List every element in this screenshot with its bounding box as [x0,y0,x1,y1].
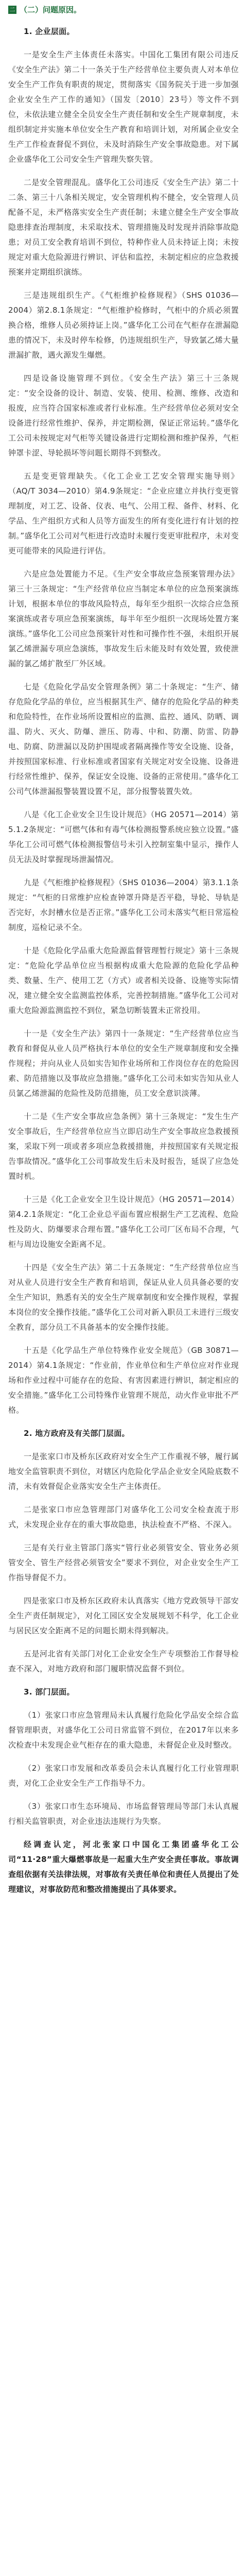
paragraph: 十一是《安全生产法》第四十一条规定：“生产经营单位应当教育和督促从业人员严格执行本单位的安全生产规章制度和安全操作规程；并向从业人员如实告知作业场所和工作岗位存在的危险因素、防范措施以及事故应急措施。”盛华化工公司未如实告知从业人员氯乙烯泄漏的危险性及防范措施，员工安全意识淡薄。 [8,1029,239,1098]
paragraph: 十四是《安全生产法》第二十五条规定：“生产经营单位应当对从业人员进行安全生产教育和培训，保证从业人员具备必要的安全生产知识，熟悉有关的安全生产规章制度和安全操作规程，掌握本岗位的安全操作技能。”盛华化工公司对新入职员工未进行三级安全教育，部分员工不具备基本的安全操作技能。 [8,1263,239,1332]
paragraph: 七是《危险化学品安全管理条例》第二十条规定：“生产、储存危险化学品的单位，应当根据其生产、储存的危险化学品的种类和危险特性，在作业场所设置相应的监测、监控、通风、防晒、调温、防火、灭火、防爆、泄压、防毒、中和、防潮、防雷、防静电、防腐、防泄漏以及防护围堤或者隔离操作等安全设施、设备，并按照国家标准、行业标准或者国家有关规定对安全设施、设备进行经常性维护、保养，保证安全设施、设备的正常使用。”盛华化工公司气体泄漏报警装置设置不足，部分报警装置失效。 [8,682,239,796]
paragraph: 十五是《化学品生产单位特殊作业安全规范》（GB 30871—2014）第4.1条规定：“作业前，作业单位和生产单位应对作业现场和作业过程中可能存在的危险、有害因素进行辨识，制定相应的安全措施。”盛华化工公司特殊作业管理不规范，动火作业审批不严格。 [8,1346,239,1415]
subsection-heading: 2. 地方政府及有关部门层面。 [24,1429,130,1438]
paragraph: 四是设备设施管理不到位。《安全生产法》第三十三条规定：“安全设备的设计、制造、安装、使用、检测、维修、改造和报废，应当符合国家标准或者行业标准。生产经营单位必须对安全设备进行经常性维护、保养，并定期检测，保证正常运转。”盛华化工公司未按规定对气柜等关键设备进行定期检测和维护保养，气柜钟罩卡涩、导轮损坏等问题长期得不到整改。 [8,374,239,457]
section-title: （二）问题原因。 [20,5,82,14]
paragraph: 一是安全生产主体责任未落实。中国化工集团有限公司违反《安全生产法》第二十一条关于生产经营单位主要负责人对本单位安全生产工作负有职责的规定，贯彻落实《国务院关于进一步加强企业安全生产工作的通知》（国发〔2010〕23号）等文件不到位，未依法建立健全全员安全生产责任制和安全生产规章制度，未组织制定并实施本单位安全生产教育和培训计划，对所属企业安全生产工作检查督促不到位，未及时消除生产安全事故隐患。对下属企业盛华化工公司安全生产管理失察失管。 [8,50,239,164]
paragraph: 十三是《化工企业安全卫生设计规范》（HG 20571—2014）第4.2.1条规定：“化工企业总平面布置应根据生产工艺流程、危险性及防火、防爆要求合理布置。”盛华化工公司厂区布局不合理，气柜与周边设施安全距离不足。 [8,1195,239,1249]
paragraph: （1）张家口市应急管理局未认真履行危险化学品安全综合监督管理职责，对盛华化工公司日常监管不到位，在2017年以来多次检查中未发现企业气柜存在的重大隐患，未督促企业及时整改。 [8,1710,239,1750]
paragraph: 十二是《生产安全事故应急条例》第十三条规定：“发生生产安全事故后，生产经营单位应当立即启动生产安全事故应急救援预案，采取下列一项或者多项应急救援措施，并按照国家有关规定报告事故情况。”盛华化工公司事故发生后未及时报告，延误了应急处置时机。 [8,1112,239,1181]
paragraph: （2）张家口市发展和改革委员会未认真履行化工行业管理职责，对化工企业安全生产工作指导不力。 [8,1764,239,1788]
section-header [8,4,239,15]
paragraph: 五是河北省有关部门对化工企业安全生产专项整治工作督导检查不深入，对地方政府和部门履职情况监督不到位。 [8,1649,239,1673]
paragraph: 一是张家口市及桥东区政府对安全生产工作重视不够，履行属地安全监管职责不到位，对辖区内危险化学品企业安全风险底数不清，未有效督促企业落实安全生产主体责任。 [8,1452,239,1491]
paragraph: 四是张家口市及桥东区政府未认真落实《地方党政领导干部安全生产责任制规定》，对化工园区安全发展规划不科学，化工企业与居民区安全距离不足的问题长期未得到解决。 [8,1596,239,1635]
paragraph: 二是安全管理混乱。盛华化工公司违反《安全生产法》第二十二条、第三十八条相关规定，安全管理机构不健全，安全管理人员配备不足，未严格落实安全生产责任制；未建立健全生产安全事故隐患排查治理制度，未采取技术、管理措施及时发现并消除事故隐患；对员工安全教育培训不到位，特种作业人员未持证上岗；未按规定对重大危险源进行辨识、评估和监控，未制定相应的应急救援预案并定期组织演练。 [8,178,239,277]
paragraph: 三是违规组织生产。《气柜维护检修规程》（SHS 01036—2004）第2.8.1条规定：“气柜维护检修时，气柜中的介质必须置换合格，维修人员必须持证上岗。”盛华化工公司在气柜存在泄漏隐患的情况下，未及时停车检修，仍违规组织生产，导致氯乙烯大量泄漏扩散，遇火源发生爆燃。 [8,291,239,360]
paragraph: 五是变更管理缺失。《化工企业工艺安全管理实施导则》（AQ/T 3034—2010）第4.9条规定：“企业应建立并执行变更管理制度，对工艺、设备、仪表、电气、公用工程、备件、材料、化学品、生产组织方式和人员等方面发生的所有变化进行有计划的控制。”盛华化工公司对气柜进行改造时未履行变更审批程序，未对变更可能带来的风险进行评估。 [8,471,239,555]
subsection-heading: 1. 企业层面。 [24,27,75,36]
paragraph: 十是《危险化学品重大危险源监督管理暂行规定》第十三条规定：“危险化学品单位应当根据构成重大危险源的危险化学品种类、数量、生产、使用工艺（方式）或者相关设备、设施等实际情况，建立健全安全监测监控体系，完善控制措施。”盛华化工公司对重大危险源监测监控不到位，紧急切断装置未正常投用。 [8,946,239,1015]
article-body [8,24,239,1897]
paragraph: 经调查认定，河北张家口中国化工集团盛华化工公司“11·28”重大爆燃事故是一起重大生产安全责任事故。事故调查组依据有关法律法规，对事故有关责任单位和责任人员提出了处理建议，对事故防范和整改措施提出了具体要求。 [8,1840,239,1894]
paragraph: 八是《化工企业安全卫生设计规范》（HG 20571—2014）第5.1.2条规定：“可燃气体和有毒气体检测报警系统应独立设置。”盛华化工公司可燃气体检测报警信号未引入控制室集中显示，操作人员无法及时掌握现场泄漏情况。 [8,810,239,864]
paragraph: 九是《气柜维护检修规程》（SHS 01036—2004）第3.1.1条规定：“气柜的日常维护应检查钟罩升降是否平稳，导轮、导轨是否完好，水封槽水位是否正常。”盛华化工公司未落实气柜日常巡检制度，巡检记录不全。 [8,878,239,932]
paragraph: 三是有关行业主管部门落实“管行业必须管安全、管业务必须管安全、管生产经营必须管安全”要求不到位，对企业安全生产工作指导督促不力。 [8,1543,239,1582]
paragraph: 二是张家口市应急管理部门对盛华化工公司安全检查流于形式，未发现企业存在的重大事故隐患，执法检查不严格、不深入。 [8,1505,239,1529]
paragraph: （3）张家口市生态环境局、市场监督管理局等部门未认真履行相关监管职责，对企业违法违规行为失察。 [8,1802,239,1826]
section-number-icon: 二 [8,6,16,14]
subsection-heading: 3. 部门层面。 [24,1687,75,1697]
paragraph: 六是应急处置能力不足。《生产安全事故应急预案管理办法》第三十三条规定：“生产经营单位应当制定本单位的应急预案演练计划，根据本单位的事故风险特点，每年至少组织一次综合应急预案演练或者专项应急预案演练，每半年至少组织一次现场处置方案演练。”盛华化工公司应急预案针对性和可操作性不强，未组织开展氯乙烯泄漏专项应急演练，事故发生后未能及时有效处置，致使泄漏的氯乙烯扩散至厂外区域。 [8,569,239,668]
